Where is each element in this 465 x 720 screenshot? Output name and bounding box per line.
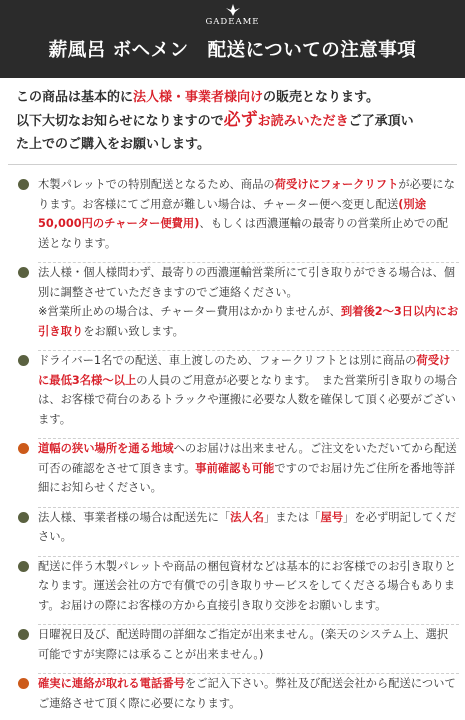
- notice-item-depot-pickup: [18, 263, 459, 351]
- intro-highlight: お読みいただき: [257, 114, 349, 129]
- note-text: をお願い致します。: [83, 324, 184, 338]
- note-highlight: (別途50,000円のチャーター便費用): [38, 197, 427, 230]
- notice-item-delivery-time: [18, 625, 459, 674]
- bullet-dot-icon: [18, 512, 29, 523]
- note-text: 法人様、事業者様の場合は配送先に「: [38, 510, 231, 524]
- note-highlight: 事前確認も可能: [195, 461, 275, 475]
- bullet-dot-icon: [18, 561, 29, 572]
- note-text: 」または「: [263, 510, 321, 524]
- note-highlight: 道幅の狭い場所を通る地域: [38, 442, 174, 455]
- intro-text: この商品は基本的に: [16, 90, 134, 105]
- notice-item-phone-number: [18, 674, 459, 713]
- intro-text: ご了承頂い: [348, 114, 414, 129]
- intro-emphasis: 必ず: [223, 110, 258, 130]
- notice-list: [0, 165, 465, 713]
- notice-item-company-name: [18, 508, 459, 557]
- brand-emblem-icon: [226, 4, 240, 16]
- intro-notice: [0, 78, 465, 164]
- note-text: が必要になります。お客様にてご用意が難しい場合は、チャーター便へ変更し配送: [38, 178, 455, 211]
- intro-line-1: [16, 86, 455, 109]
- intro-text: 以下大切なお知らせになりますので: [16, 114, 224, 129]
- bullet-dot-icon: [18, 443, 29, 454]
- page-title: 薪風呂 ボヘメン 配送についての注意事項: [48, 40, 417, 61]
- bullet-dot-icon: [18, 678, 29, 689]
- note-text: の人員のご用意が必要となります。 また営業所引き取りの場合は、お客様で荷台のあるトラックや運搬に必要な人数を確保して頂く必要がございます。: [38, 373, 458, 426]
- intro-highlight: 法人様・事業者様向け: [133, 90, 264, 105]
- intro-text: の販売となります。: [263, 90, 379, 105]
- note-text: をご記入下さい。弊社及び配送会社から配送についてご連絡させて頂く際に必要になります。: [38, 677, 456, 710]
- note-text: へのお届けは出来ません。ご注文をいただいてから配送可否の確認をさせて頂きます。: [38, 442, 457, 475]
- note-highlight: 荷受けにフォークリフト: [274, 178, 399, 191]
- notice-item-packaging: [18, 557, 459, 626]
- intro-line-2: [16, 109, 455, 133]
- intro-line-3: た上でのご購入をお願いします。: [16, 137, 210, 152]
- brand-logo: [0, 4, 465, 27]
- note-text: ですのでお届け先ご住所を番地等詳細にお知らせください。: [38, 461, 456, 494]
- note-text: 日曜祝日及び、配送時間の詳細なご指定が出来ません。(楽天のシステム上、選択可能ですが実際には承ることが出来ません。): [38, 628, 449, 661]
- bullet-dot-icon: [18, 179, 29, 190]
- note-highlight: 到着後2〜3日以内にお引き取り: [38, 305, 459, 338]
- header-banner: [0, 0, 465, 78]
- note-text: 」を必ず明記してください。: [38, 510, 457, 543]
- note-text: 木製パレットでの特別配送となるため、商品の: [38, 178, 275, 191]
- note-text: ドライバー1名での配送、車上渡しのため、フォークリフトとは別に商品の: [38, 354, 417, 367]
- note-highlight: 法人名: [230, 510, 264, 524]
- notice-item-narrow-roads: [18, 439, 459, 508]
- bullet-dot-icon: [18, 355, 29, 366]
- note-highlight: 屋号: [320, 510, 344, 524]
- bullet-dot-icon: [18, 629, 29, 640]
- notice-item-forklift: [18, 175, 459, 263]
- note-highlight: 確実に連絡が取れる電話番号: [38, 677, 185, 690]
- bullet-dot-icon: [18, 267, 29, 278]
- note-highlight: 荷受けに最低3名様〜以上: [38, 354, 451, 387]
- note-text: 法人様・個人様問わず、最寄りの西濃運輸営業所にて引き取りができる場合は、個別に調整させていただきますのでご連絡ください。 ※営業所止めの場合は、チャーター費用はかかりませんが、: [38, 266, 456, 318]
- notice-item-receiving-staff: [18, 351, 459, 439]
- note-text: 配送に伴う木製パレットや商品の梱包資材などは基本的にお客様でのお引き取りとなります。運送会社の方で有償での引き取りサービスをしてくださる場合もあります。お届けの際にお客様の方から直接引き取り交渉をお願いします。: [38, 559, 456, 612]
- brand-name: GADEAME: [205, 17, 260, 27]
- note-text: 、もしくは西濃運輸の最寄りの営業所止めでの配送となります。: [38, 217, 448, 250]
